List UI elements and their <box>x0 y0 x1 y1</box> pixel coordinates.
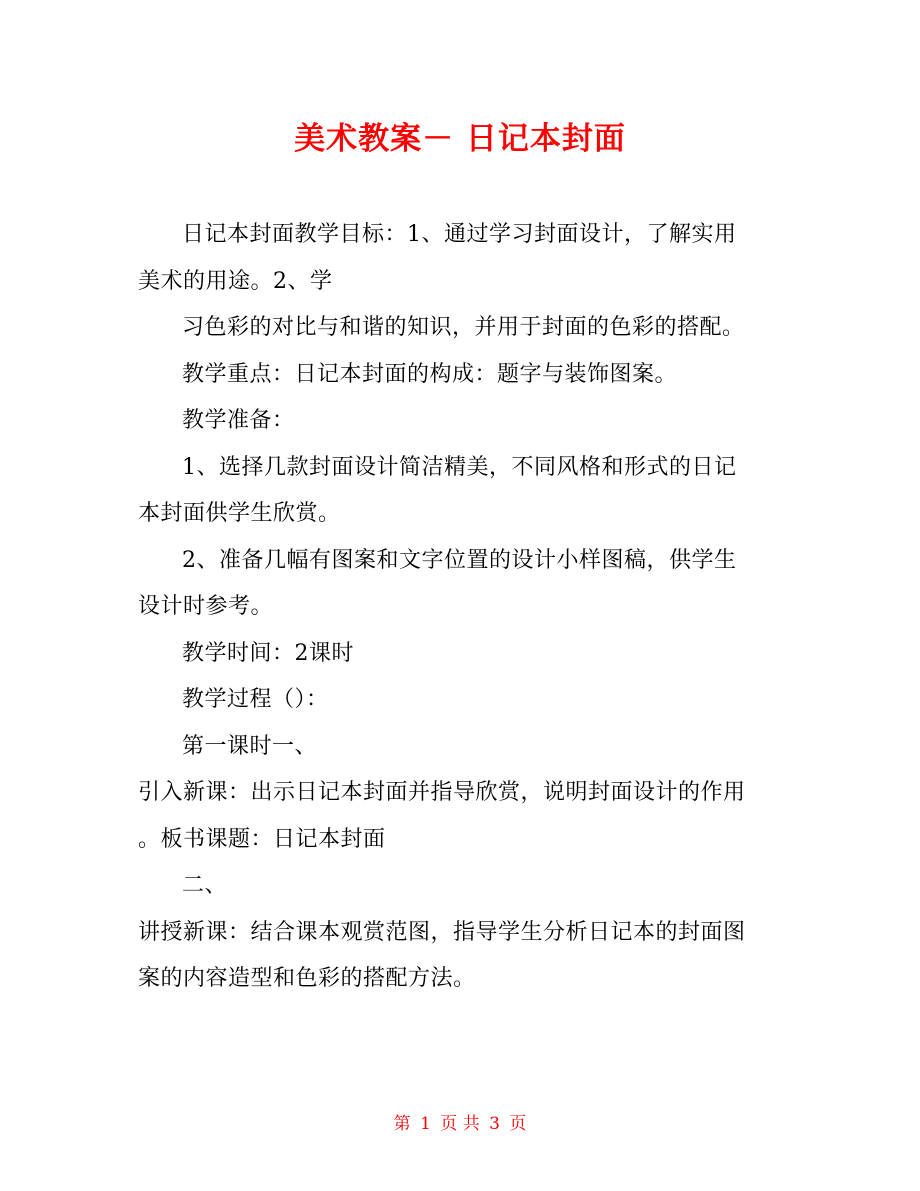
paragraph-line: 1、选择几款封面设计简洁精美，不同风格和形式的日记 <box>182 454 737 480</box>
page-title: 美术教案－ 日记本封面 <box>294 121 626 157</box>
paragraph-line: 教学时间：2课时 <box>182 640 354 666</box>
footer-current-page: 1 <box>420 1114 431 1134</box>
footer-total-pages: 3 <box>489 1114 500 1134</box>
footer-of-label: 页 共 <box>440 1114 480 1134</box>
document-body <box>138 212 788 1003</box>
paragraph-line: 习色彩的对比与和谐的知识，并用于封面的色彩的搭配。 <box>182 315 745 340</box>
paragraph-line: 。板书课题：日记本封面 <box>138 826 386 852</box>
paragraph-line: 讲授新课：结合课本观赏范图，指导学生分析日记本的封面图 <box>138 919 746 945</box>
paragraph-line: 本封面供学生欣赏。 <box>138 501 341 526</box>
paragraph-line: 教学重点：日记本封面的构成：题字与装饰图案。 <box>182 361 678 387</box>
paragraph-line: 2、准备几幅有图案和文字位置的设计小样图稿，供学生 <box>182 547 737 573</box>
paragraph-line: 案的内容造型和色彩的搭配方法。 <box>138 966 476 991</box>
footer-page-label: 第 <box>393 1114 411 1134</box>
page-footer <box>0 1112 920 1136</box>
paragraph-line: 引入新课：出示日记本封面并指导欣赏，说明封面设计的作用 <box>138 780 746 805</box>
paragraph-line: 设计时参考。 <box>138 594 274 619</box>
paragraph-line: 第一课时一、 <box>182 733 318 759</box>
paragraph-line: 日记本封面教学目标：1、通过学习封面设计，了解实用 <box>182 222 737 247</box>
paragraph-line: 二、 <box>182 873 228 898</box>
paragraph-line: 教学过程（）： <box>182 687 329 712</box>
paragraph-line: 美术的用途。2、学 <box>138 268 333 294</box>
paragraph-line: 教学准备： <box>182 408 295 433</box>
footer-end-label: 页 <box>509 1114 527 1134</box>
